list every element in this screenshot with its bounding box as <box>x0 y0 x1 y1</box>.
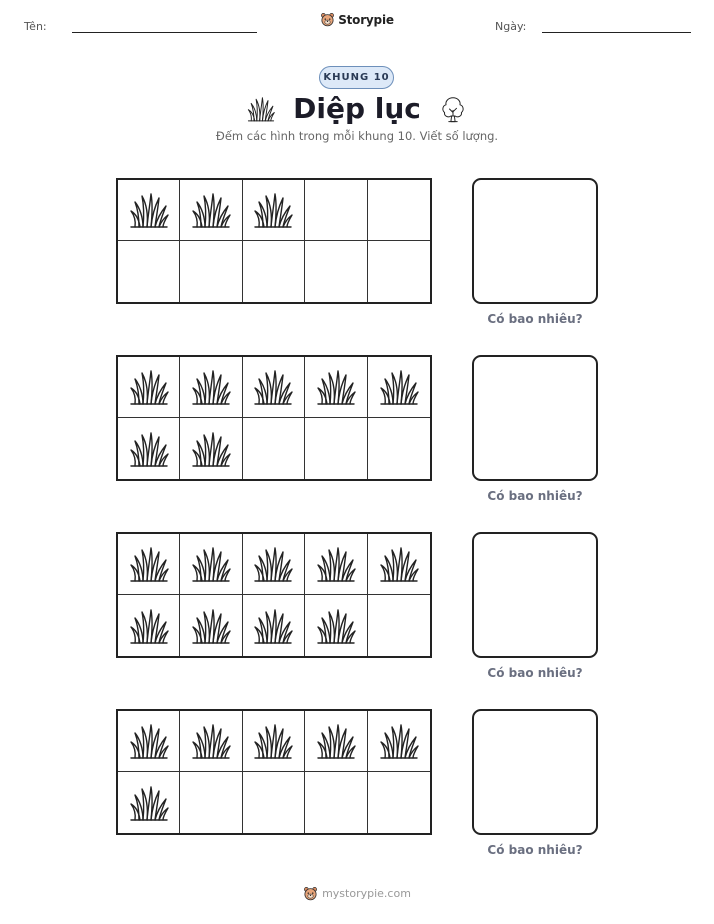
ten-frame-cell <box>305 418 367 479</box>
ten-frame-cell <box>243 534 305 595</box>
ten-frame-2 <box>116 355 432 481</box>
date-line[interactable] <box>542 32 691 33</box>
ten-frame-cell <box>180 711 242 772</box>
grass-icon <box>129 429 169 469</box>
grass-icon <box>316 367 356 407</box>
instructions: Đếm các hình trong mỗi khung 10. Viết số lượng. <box>215 129 499 143</box>
ten-frame-cell <box>180 241 242 302</box>
grass-icon <box>253 367 293 407</box>
ten-frame-cell <box>118 241 180 302</box>
ten-frame-cell <box>180 418 242 479</box>
ten-frame-cell <box>368 534 430 595</box>
ten-frame-cell <box>118 180 180 241</box>
grass-icon <box>253 544 293 584</box>
grass-icon <box>129 190 169 230</box>
grass-icon <box>316 606 356 646</box>
ten-frame-cell <box>368 180 430 241</box>
grass-icon <box>253 721 293 761</box>
ten-frame-cell <box>368 711 430 772</box>
ten-frame-cell <box>118 418 180 479</box>
grass-icon <box>316 721 356 761</box>
footer <box>0 886 714 901</box>
answer-box-3[interactable] <box>472 532 598 658</box>
ten-frame-cell <box>243 418 305 479</box>
answer-label-3: Có bao nhiêu? <box>487 666 583 680</box>
ten-frame-cell <box>180 180 242 241</box>
grass-icon <box>247 95 275 123</box>
tree-icon <box>439 94 467 124</box>
ten-frame-cell <box>118 772 180 833</box>
grass-icon <box>129 606 169 646</box>
grass-icon <box>191 367 231 407</box>
ten-frame-cell <box>180 357 242 418</box>
bear-mascot-icon <box>320 12 335 27</box>
ten-frame-cell <box>368 595 430 656</box>
ten-frame-cell <box>118 357 180 418</box>
ten-frame-1 <box>116 178 432 304</box>
grass-icon <box>191 544 231 584</box>
ten-frame-cell <box>180 534 242 595</box>
ten-frame-cell <box>305 534 367 595</box>
grass-icon <box>253 606 293 646</box>
grass-icon <box>191 721 231 761</box>
ten-frame-cell <box>368 772 430 833</box>
answer-label-2: Có bao nhiêu? <box>487 489 583 503</box>
grass-icon <box>191 190 231 230</box>
grass-icon <box>191 429 231 469</box>
page-title: Diệp lục <box>293 92 421 125</box>
ten-frame-4 <box>116 709 432 835</box>
ten-frame-cell <box>118 595 180 656</box>
ten-frame-cell <box>368 241 430 302</box>
ten-frame-cell <box>118 711 180 772</box>
brand-name: Storypie <box>338 12 394 27</box>
ten-frame-cell <box>305 595 367 656</box>
ten-frame-cell <box>243 180 305 241</box>
bear-mascot-icon <box>303 886 318 901</box>
ten-frame-cell <box>243 241 305 302</box>
answer-box-1[interactable] <box>472 178 598 304</box>
grass-icon <box>129 721 169 761</box>
grass-icon <box>253 190 293 230</box>
grass-icon <box>191 606 231 646</box>
footer-url: mystorypie.com <box>322 887 411 900</box>
ten-frame-cell <box>243 772 305 833</box>
ten-frame-cell <box>118 534 180 595</box>
ten-frame-cell <box>243 357 305 418</box>
grass-icon <box>129 367 169 407</box>
ten-frame-cell <box>368 418 430 479</box>
grass-icon <box>379 367 419 407</box>
name-label: Tên: <box>24 20 47 33</box>
ten-frame-cell <box>305 357 367 418</box>
answer-box-4[interactable] <box>472 709 598 835</box>
name-line[interactable] <box>72 32 257 33</box>
grass-icon <box>129 783 169 823</box>
ten-frame-cell <box>305 241 367 302</box>
category-badge: KHUNG 10 <box>319 66 394 89</box>
ten-frame-cell <box>368 357 430 418</box>
title-row <box>0 92 714 125</box>
grass-icon <box>316 544 356 584</box>
ten-frame-cell <box>305 711 367 772</box>
grass-icon <box>379 721 419 761</box>
date-label: Ngày: <box>495 20 527 33</box>
ten-frame-cell <box>305 180 367 241</box>
ten-frame-cell <box>243 595 305 656</box>
grass-icon <box>129 544 169 584</box>
answer-box-2[interactable] <box>472 355 598 481</box>
ten-frame-cell <box>243 711 305 772</box>
ten-frame-cell <box>305 772 367 833</box>
ten-frame-cell <box>180 772 242 833</box>
brand-logo <box>0 12 714 27</box>
answer-label-4: Có bao nhiêu? <box>487 843 583 857</box>
ten-frame-3 <box>116 532 432 658</box>
answer-label-1: Có bao nhiêu? <box>487 312 583 326</box>
ten-frame-cell <box>180 595 242 656</box>
grass-icon <box>379 544 419 584</box>
